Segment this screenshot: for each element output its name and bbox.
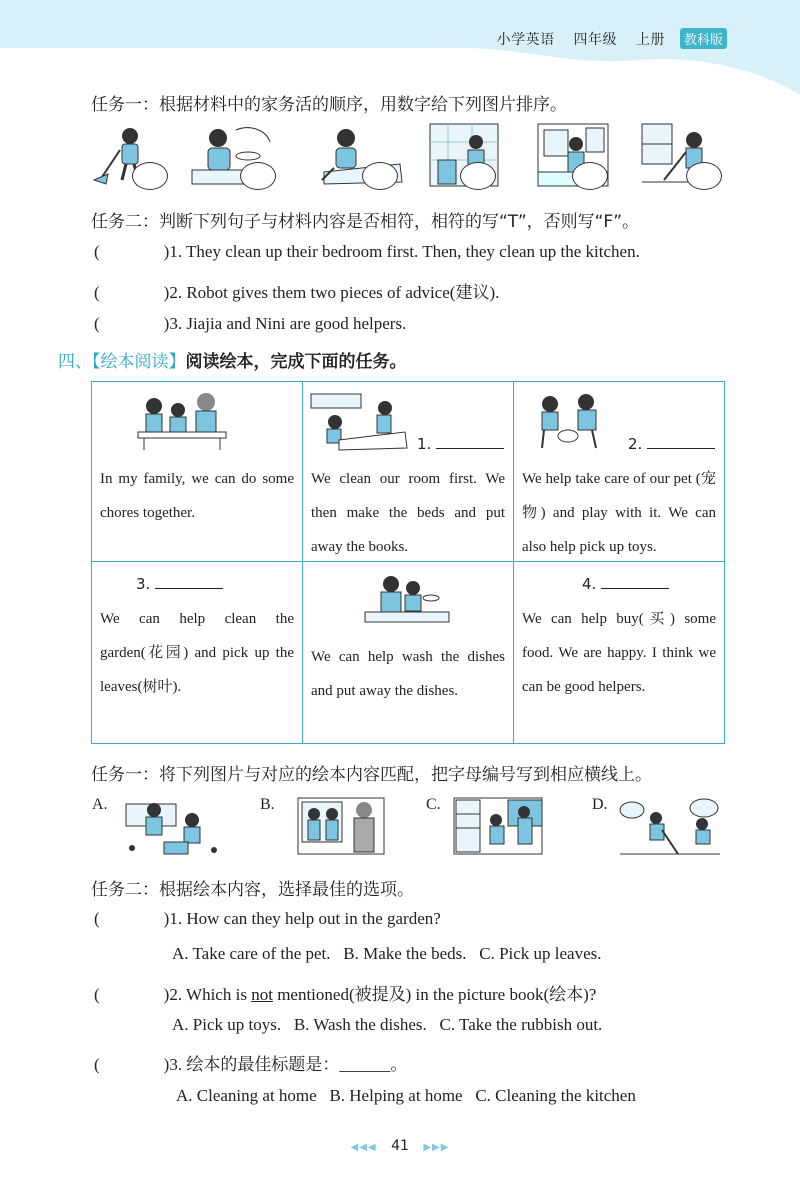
answer-paren-open: (: [94, 1055, 100, 1074]
footer-right-arrows: ▶▶▶: [423, 1142, 450, 1153]
judge-item-text: 1. They clean up their bedroom first. Then, they clean up the kitchen.: [169, 242, 640, 261]
option-label-a: A.: [92, 796, 108, 813]
story-cell-5: [303, 562, 514, 744]
question-text-post: mentioned(被提及) in the picture book(绘本)?: [272, 985, 597, 1004]
family-table-illustration: [132, 390, 232, 452]
blank-line[interactable]: [436, 434, 504, 449]
order-answer-circle[interactable]: [686, 162, 722, 190]
page-footer: [0, 1138, 800, 1154]
option-b-buying-food: [296, 796, 386, 856]
answer-paren-open: (: [94, 985, 100, 1004]
question-text-not: not: [251, 985, 273, 1004]
blank-line[interactable]: [647, 434, 715, 449]
answer-paren-close: ): [163, 242, 170, 261]
answer-paren-open: (: [94, 283, 100, 302]
story-cell-text: We can help clean the garden(花园) and pick up the leaves(树叶).: [100, 611, 294, 695]
answer-paren-close: ): [163, 985, 170, 1004]
part4-number: 四、: [58, 352, 92, 372]
part4-tag: 【绘本阅读】: [92, 352, 186, 372]
answer-paren-open: (: [94, 909, 100, 928]
mc-question-2: [94, 980, 596, 1005]
option-d-cleaning-garden: [618, 796, 722, 858]
answer-paren-close: ): [163, 1055, 170, 1074]
part4-task2-instruction: 任务二：根据绘本内容，选择最佳的选项。: [91, 880, 414, 900]
judge-item-3: [94, 314, 406, 334]
blank-number: 1.: [417, 435, 432, 453]
question-text-pre: 2. Which is: [169, 985, 252, 1004]
story-cell-text: We can help buy(买) some food. We are happy. I think we can be good helpers.: [522, 611, 716, 695]
judge-item-text: 2. Robot gives them two pieces of advice(建议).: [169, 283, 500, 302]
question-text: 3. 绘本的最佳标题是：______。: [169, 1055, 408, 1074]
story-cell-2: [303, 382, 514, 562]
header-grade: 四年级: [573, 32, 618, 48]
part4-title: [58, 347, 407, 372]
part3-task2-instruction: 任务二：判断下列句子与材料内容是否相符，相符的写“T”，否则写“F”。: [91, 212, 640, 232]
blank-number: 3.: [136, 575, 151, 593]
story-cell-text: We can help wash the dishes and put away the dishes.: [311, 649, 505, 699]
judge-item-1: [94, 242, 640, 262]
mc-question-1: [94, 909, 441, 929]
story-cell-text: In my family, we can do some chores together.: [100, 471, 294, 521]
edition-badge: 教科版: [680, 28, 727, 49]
answer-paren-close: ): [163, 283, 170, 302]
answer-blank-1[interactable]: [417, 434, 504, 453]
picture-book-table: [91, 381, 725, 744]
mc-choices-1: A. Take care of the pet. B. Make the beds. C. Pick up leaves.: [172, 944, 602, 963]
footer-left-arrows: ◀◀◀: [350, 1142, 377, 1153]
mc-choices-2: A. Pick up toys. B. Wash the dishes. C. Take the rubbish out.: [172, 1015, 603, 1034]
option-label-c: C.: [426, 796, 441, 813]
option-label-b: B.: [260, 796, 275, 813]
story-cell-4: [92, 562, 303, 744]
order-answer-circle[interactable]: [240, 162, 276, 190]
mc-question-3: [94, 1050, 407, 1075]
answer-paren-open: (: [94, 242, 100, 261]
story-cell-6: [514, 562, 725, 744]
story-cell-1: [92, 382, 303, 562]
story-cell-text: We clean our room first. We then make the beds and put away the books.: [311, 471, 505, 555]
answer-blank-2[interactable]: [628, 434, 715, 453]
order-answer-circle[interactable]: [460, 162, 496, 190]
story-cell-text: We help take care of our pet (宠物) and play with it. We can also help pick up toys.: [522, 471, 716, 555]
answer-blank-4[interactable]: [582, 574, 669, 593]
answer-paren-close: ): [163, 314, 170, 333]
mc-choices-3: A. Cleaning at home B. Helping at home C. Cleaning the kitchen: [176, 1086, 636, 1105]
part4-task1-instruction: 任务一：将下列图片与对应的绘本内容匹配，把字母编号写到相应横线上。: [91, 765, 652, 785]
story-cell-3: [514, 382, 725, 562]
judge-item-2: [94, 278, 499, 303]
blank-line[interactable]: [601, 574, 669, 589]
header-bar: [483, 29, 665, 49]
header-volume: 上册: [636, 32, 665, 48]
order-answer-circle[interactable]: [362, 162, 398, 190]
answer-blank-3[interactable]: [136, 574, 223, 593]
blank-line[interactable]: [155, 574, 223, 589]
answer-paren-close: ): [163, 909, 170, 928]
blank-number: 4.: [582, 575, 597, 593]
part4-heading: 阅读绘本，完成下面的任务。: [185, 352, 407, 372]
answer-paren-open: (: [94, 314, 100, 333]
blank-number: 2.: [628, 435, 643, 453]
order-answer-circle[interactable]: [572, 162, 608, 190]
page-number: 41: [391, 1138, 409, 1154]
option-label-d: D.: [592, 796, 608, 813]
question-text: 1. How can they help out in the garden?: [169, 909, 441, 928]
bedroom-illustration: [309, 392, 409, 452]
part3-task1-instruction: 任务一：根据材料中的家务活的顺序，用数字给下列图片排序。: [91, 95, 567, 115]
order-answer-circle[interactable]: [132, 162, 168, 190]
pet-illustration: [534, 390, 614, 452]
header-subject: 小学英语: [496, 32, 555, 48]
option-a-picking-toys: [124, 796, 224, 856]
option-c-putting-away-books: [452, 796, 544, 856]
judge-item-text: 3. Jiajia and Nini are good helpers.: [169, 314, 407, 333]
washing-dishes-illustration: [361, 572, 451, 634]
